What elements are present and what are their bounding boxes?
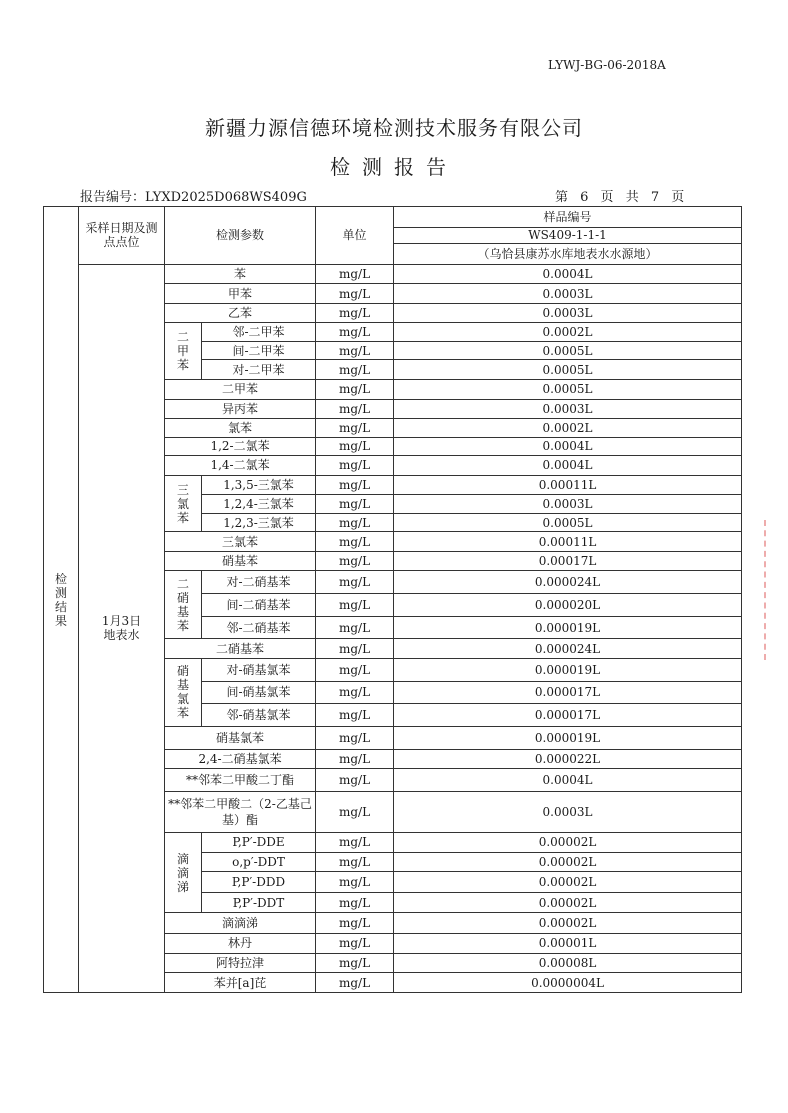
unit-cell: mg/L bbox=[316, 399, 394, 419]
company-name: 新疆力源信德环境检测技术服务有限公司 bbox=[205, 116, 583, 140]
unit-cell: mg/L bbox=[316, 852, 394, 872]
unit-cell: mg/L bbox=[316, 341, 394, 360]
param-name: 邻-硝基氯苯 bbox=[202, 704, 316, 727]
results-table bbox=[43, 206, 742, 993]
unit-cell: mg/L bbox=[316, 639, 394, 659]
result-value: 0.0004L bbox=[394, 456, 742, 476]
param-name: 林丹 bbox=[165, 933, 316, 953]
result-value: 0.0003L bbox=[394, 284, 742, 304]
date-site-cell bbox=[79, 264, 165, 992]
result-value: 0.00002L bbox=[394, 852, 742, 872]
param-header: 检测参数 bbox=[165, 207, 316, 265]
result-value: 0.0004L bbox=[394, 437, 742, 456]
param-name: **邻苯二甲酸二（2-乙基己基）酯 bbox=[165, 791, 316, 832]
result-value: 0.000017L bbox=[394, 681, 742, 704]
result-value: 0.00017L bbox=[394, 551, 742, 571]
unit-cell: mg/L bbox=[316, 571, 394, 594]
param-name: 对-二甲苯 bbox=[202, 360, 316, 380]
result-value: 0.000024L bbox=[394, 639, 742, 659]
param-name: **邻苯二甲酸二丁酯 bbox=[165, 769, 316, 792]
param-name: 1,4-二氯苯 bbox=[165, 456, 316, 476]
unit-cell: mg/L bbox=[316, 419, 394, 438]
result-value: 0.0002L bbox=[394, 419, 742, 438]
result-value: 0.0004L bbox=[394, 264, 742, 284]
unit-cell: mg/L bbox=[316, 360, 394, 380]
result-value: 0.00008L bbox=[394, 953, 742, 973]
unit-cell: mg/L bbox=[316, 594, 394, 617]
sample-no-header: 样品编号 bbox=[394, 207, 742, 228]
page-number: 第 6 页 bbox=[555, 190, 614, 205]
param-name: 对-二硝基苯 bbox=[202, 571, 316, 594]
param-name: 1,2-二氯苯 bbox=[165, 437, 316, 456]
sample-site: 地表水 bbox=[103, 628, 140, 643]
param-name: 1,3,5-三氯苯 bbox=[202, 475, 316, 495]
param-name: P,P′-DDD bbox=[202, 872, 316, 893]
unit-cell: mg/L bbox=[316, 749, 394, 769]
unit-cell: mg/L bbox=[316, 616, 394, 639]
result-value: 0.00011L bbox=[394, 532, 742, 552]
total-pages: 共 7 页 bbox=[625, 190, 685, 205]
document-id: LYWJ-BG-06-2018A bbox=[548, 58, 666, 72]
param-name: P,P′-DDE bbox=[202, 833, 316, 853]
page-indicator bbox=[555, 186, 684, 205]
param-name: 甲苯 bbox=[165, 284, 316, 304]
unit-cell: mg/L bbox=[316, 456, 394, 476]
param-name: 间-硝基氯苯 bbox=[202, 681, 316, 704]
result-value: 0.0005L bbox=[394, 513, 742, 532]
result-value: 0.0000004L bbox=[394, 973, 742, 993]
param-name: 1,2,4-三氯苯 bbox=[202, 495, 316, 514]
param-name: P,P′-DDT bbox=[202, 892, 316, 913]
result-value: 0.0002L bbox=[394, 323, 742, 342]
unit-cell: mg/L bbox=[316, 953, 394, 973]
param-name: 2,4-二硝基氯苯 bbox=[165, 749, 316, 769]
result-value: 0.00002L bbox=[394, 872, 742, 893]
unit-cell: mg/L bbox=[316, 513, 394, 532]
unit-cell: mg/L bbox=[316, 791, 394, 832]
report-number: 报告编号：LYXD2025D068WS409G bbox=[80, 190, 307, 205]
unit-cell: mg/L bbox=[316, 973, 394, 993]
result-value: 0.000020L bbox=[394, 594, 742, 617]
sample-id: WS409-1-1-1 bbox=[394, 227, 742, 243]
unit-cell: mg/L bbox=[316, 264, 394, 284]
param-name: 1,2,3-三氯苯 bbox=[202, 513, 316, 532]
result-value: 0.0003L bbox=[394, 303, 742, 323]
result-value: 0.0003L bbox=[394, 791, 742, 832]
table-row bbox=[44, 264, 742, 284]
result-value: 0.0003L bbox=[394, 495, 742, 514]
unit-cell: mg/L bbox=[316, 379, 394, 399]
unit-cell: mg/L bbox=[316, 872, 394, 893]
sample-date: 1月3日 bbox=[101, 614, 142, 629]
sample-location: （乌恰县康苏水库地表水水源地） bbox=[394, 244, 742, 265]
unit-cell: mg/L bbox=[316, 769, 394, 792]
unit-cell: mg/L bbox=[316, 495, 394, 514]
param-name: 硝基氯苯 bbox=[165, 726, 316, 749]
param-name: 氯苯 bbox=[165, 419, 316, 438]
result-value: 0.0004L bbox=[394, 769, 742, 792]
unit-cell: mg/L bbox=[316, 933, 394, 953]
unit-cell: mg/L bbox=[316, 475, 394, 495]
param-name: 间-二甲苯 bbox=[202, 341, 316, 360]
result-value: 0.000019L bbox=[394, 659, 742, 682]
result-value: 0.00002L bbox=[394, 913, 742, 934]
unit-cell: mg/L bbox=[316, 726, 394, 749]
unit-cell: mg/L bbox=[316, 303, 394, 323]
param-name: 乙苯 bbox=[165, 303, 316, 323]
param-name: 异丙苯 bbox=[165, 399, 316, 419]
param-name: 三氯苯 bbox=[165, 532, 316, 552]
unit-cell: mg/L bbox=[316, 323, 394, 342]
seal-stamp-edge bbox=[764, 520, 788, 660]
group-label-dnb: 二 硝 基 苯 bbox=[165, 571, 202, 639]
report-title: 检测报告 bbox=[330, 155, 458, 179]
result-value: 0.0005L bbox=[394, 379, 742, 399]
result-value: 0.000022L bbox=[394, 749, 742, 769]
unit-cell: mg/L bbox=[316, 913, 394, 934]
param-name: 邻-二甲苯 bbox=[202, 323, 316, 342]
param-name: 滴滴涕 bbox=[165, 913, 316, 934]
unit-cell: mg/L bbox=[316, 284, 394, 304]
unit-header: 单位 bbox=[316, 207, 394, 265]
unit-cell: mg/L bbox=[316, 532, 394, 552]
result-value: 0.000017L bbox=[394, 704, 742, 727]
param-name: 邻-二硝基苯 bbox=[202, 616, 316, 639]
param-name: 硝基苯 bbox=[165, 551, 316, 571]
result-value: 0.00002L bbox=[394, 833, 742, 853]
param-name: 对-硝基氯苯 bbox=[202, 659, 316, 682]
unit-cell: mg/L bbox=[316, 681, 394, 704]
result-value: 0.00001L bbox=[394, 933, 742, 953]
result-value: 0.000019L bbox=[394, 616, 742, 639]
header-row bbox=[44, 207, 742, 228]
param-name: 阿特拉津 bbox=[165, 953, 316, 973]
result-value: 0.0005L bbox=[394, 360, 742, 380]
result-value: 0.0003L bbox=[394, 399, 742, 419]
group-label-ncb: 硝 基 氯 苯 bbox=[165, 659, 202, 727]
unit-cell: mg/L bbox=[316, 833, 394, 853]
unit-cell: mg/L bbox=[316, 437, 394, 456]
date-site-header: 采样日期及测点点位 bbox=[79, 207, 165, 265]
result-label: 检 测 结 果 bbox=[44, 207, 79, 993]
group-label-tcb: 三 氯 苯 bbox=[165, 475, 202, 532]
param-name: 间-二硝基苯 bbox=[202, 594, 316, 617]
result-value: 0.000019L bbox=[394, 726, 742, 749]
unit-cell: mg/L bbox=[316, 704, 394, 727]
group-label-xylene: 二 甲 苯 bbox=[165, 323, 202, 380]
unit-cell: mg/L bbox=[316, 892, 394, 913]
result-value: 0.00002L bbox=[394, 892, 742, 913]
param-name: 二硝基苯 bbox=[165, 639, 316, 659]
unit-cell: mg/L bbox=[316, 659, 394, 682]
result-value: 0.00011L bbox=[394, 475, 742, 495]
result-value: 0.000024L bbox=[394, 571, 742, 594]
param-name: 苯 bbox=[165, 264, 316, 284]
result-value: 0.0005L bbox=[394, 341, 742, 360]
param-name: 二甲苯 bbox=[165, 379, 316, 399]
param-name: o,p′-DDT bbox=[202, 852, 316, 872]
param-name: 苯并[a]芘 bbox=[165, 973, 316, 993]
unit-cell: mg/L bbox=[316, 551, 394, 571]
group-label-ddt: 滴 滴 涕 bbox=[165, 833, 202, 913]
